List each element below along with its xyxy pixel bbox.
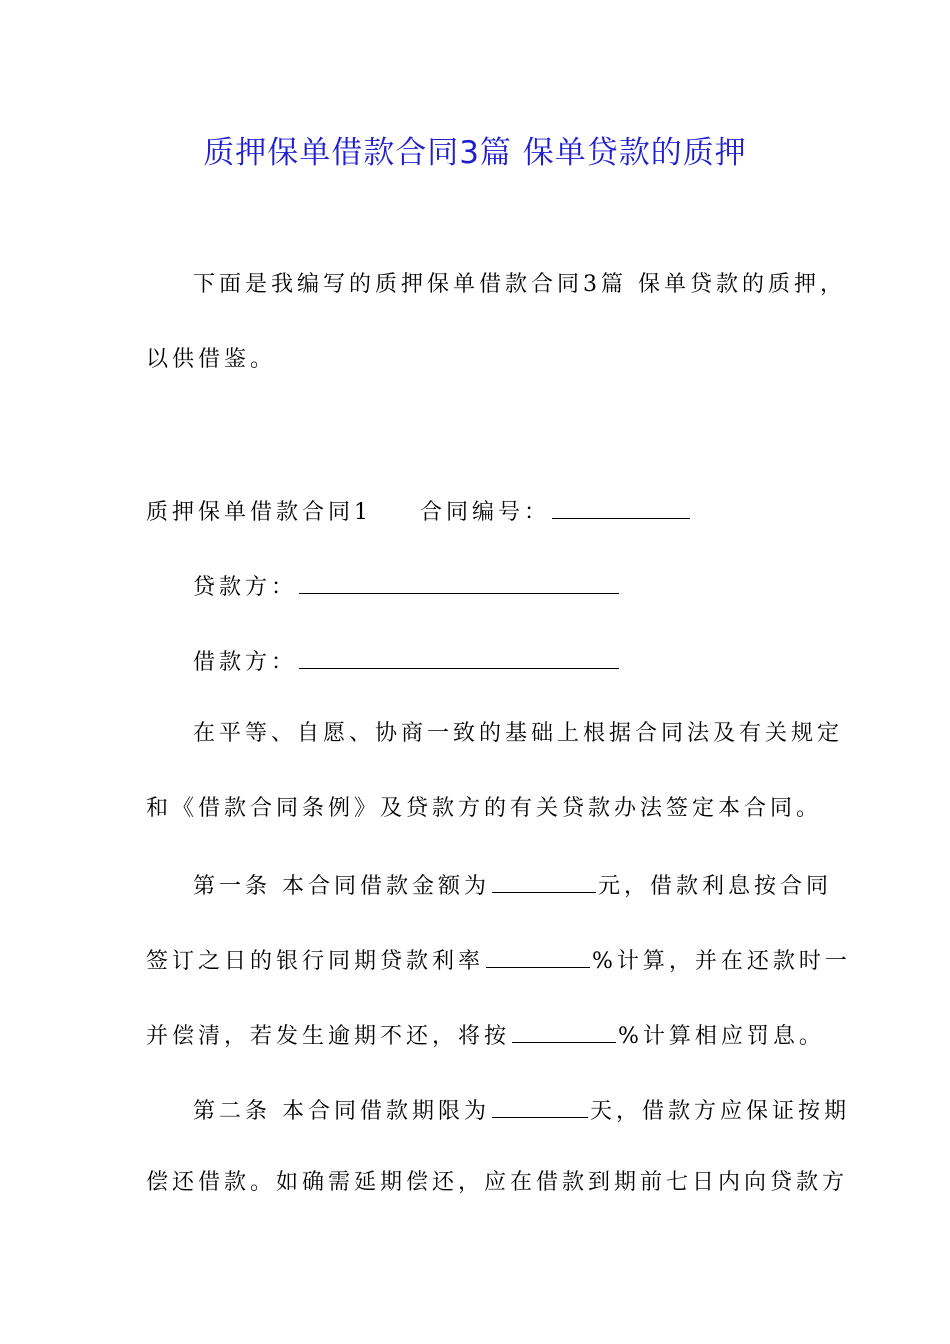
contract-name: 质押保单借款合同1 xyxy=(146,500,372,525)
article1-line-2 xyxy=(146,941,851,977)
intro-line-1: 下面是我编写的质押保单借款合同3篇 保单贷款的质押， xyxy=(193,272,846,297)
document-title: 质押保单借款合同3篇 保单贷款的质押 xyxy=(203,135,747,171)
borrower-blank xyxy=(299,642,619,669)
interest-rate-blank xyxy=(486,941,590,968)
lender-label: 贷款方： xyxy=(193,575,298,600)
article2-text-b: 天，借款方应保证按期 xyxy=(590,1099,851,1124)
loan-amount-blank xyxy=(492,866,596,893)
contract-header xyxy=(146,492,806,528)
article1-line-1 xyxy=(193,866,853,902)
article1-text-a: 第一条 本合同借款金额为 xyxy=(193,874,490,899)
contract-number-blank xyxy=(552,492,690,519)
preamble-line-2: 和《借款合同条例》及贷款方的有关贷款办法签定本合同。 xyxy=(146,796,823,821)
article1-text-e: 并偿清，若发生逾期不还，将按 xyxy=(146,1024,511,1049)
borrower-line xyxy=(193,642,853,678)
preamble-line-1: 在平等、自愿、协商一致的基础上根据合同法及有关规定 xyxy=(193,721,844,746)
intro-line-2: 以供借鉴。 xyxy=(146,347,277,372)
contract-number-label: 合同编号： xyxy=(420,500,551,525)
penalty-rate-blank xyxy=(512,1016,616,1043)
article2-text-a: 第二条 本合同借款期限为 xyxy=(193,1099,490,1124)
article2-line-1 xyxy=(193,1091,853,1127)
article1-text-c: 签订之日的银行同期贷款利率 xyxy=(146,949,485,974)
lender-blank xyxy=(299,567,619,594)
article1-text-f: %计算相应罚息。 xyxy=(618,1024,825,1049)
borrower-label: 借款方： xyxy=(193,650,298,675)
article1-text-b: 元，借款利息按合同 xyxy=(598,874,833,899)
article1-line-3 xyxy=(146,1016,825,1052)
loan-term-blank xyxy=(492,1091,588,1118)
lender-line xyxy=(193,567,853,603)
article2-line-2: 偿还借款。如确需延期偿还，应在借款到期前七日内向贷款方 xyxy=(146,1170,849,1195)
article1-text-d: %计算，并在还款时一 xyxy=(592,949,851,974)
